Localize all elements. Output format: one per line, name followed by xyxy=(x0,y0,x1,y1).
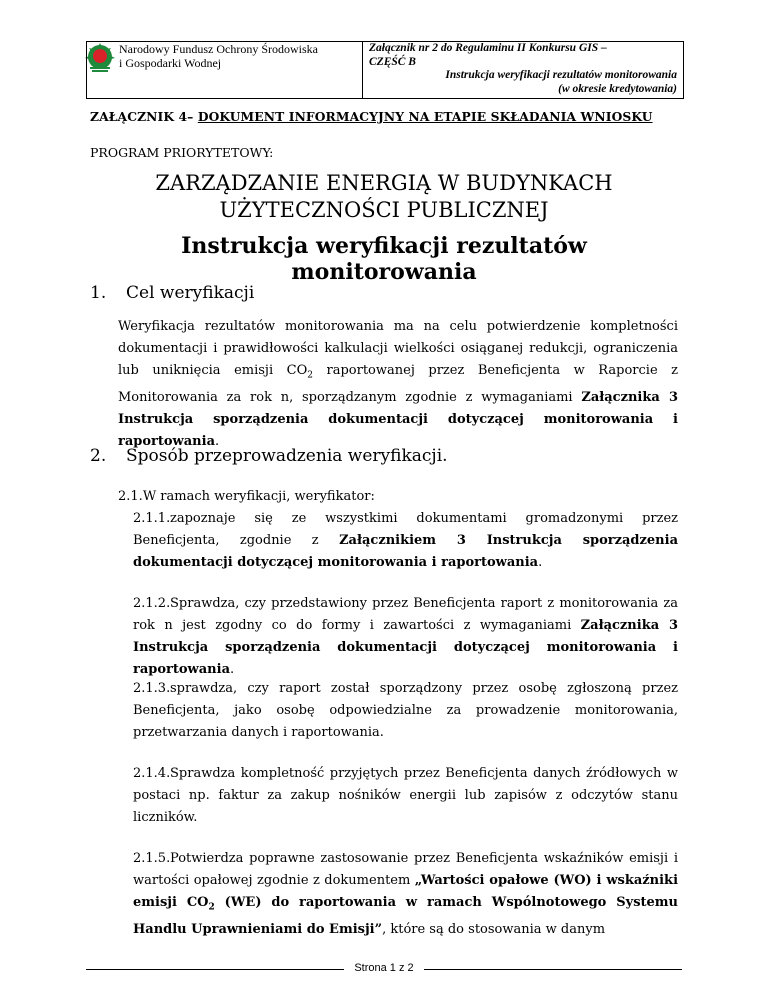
section-1-text-c: . xyxy=(215,433,220,449)
item-text-b: . xyxy=(230,662,235,677)
item-text-a: Sprawdza, czy przedstawiony przez Beneficjenta raport z monitorowania za rok n jest zgodny co do formy i zawartości z wymaganiami xyxy=(133,596,678,633)
list-item xyxy=(133,508,678,574)
item-text-b: , które są do stosowania w danym xyxy=(382,921,606,937)
list-item xyxy=(133,678,678,744)
item-number: 2.1.4. xyxy=(133,766,171,781)
item-text-a: Sprawdza kompletność przyjętych przez Beneficjenta danych źródłowych w postaci np. faktur za zakup nośników energii lub zapisów z odczytów stanu liczników. xyxy=(133,766,678,825)
ref-line-3: Instrukcja weryfikacji rezultatów monitorowania xyxy=(445,69,677,81)
item-text-a: sprawdza, czy raport został sporządzony przez osobę zgłoszoną przez Beneficjenta, jako osobę odpowiedzialne za prowadzenie monitorowania, przetwarzania danych i raportowania. xyxy=(133,681,678,740)
item-bold-b: (WE) do raportowania w ramach Wspólnotowego Systemu Handlu Uprawnieniami do Emisji” xyxy=(133,895,678,937)
item-text xyxy=(133,508,678,574)
item-bold-a: „Wartości opałowe (WO) i wskaźniki emisji CO xyxy=(133,873,679,910)
page-footer xyxy=(86,960,682,980)
co2-subscript: 2 xyxy=(208,902,215,913)
page-number-text: Strona 1 z 2 xyxy=(350,962,417,974)
header-organization xyxy=(119,42,318,70)
section-1-text-b: raportowanej przez Beneficjenta w Raporcie z Monitorowania za rok n, sporządzanym zgodnie z wymaganiami xyxy=(118,363,679,405)
co2-subscript: 2 xyxy=(307,370,313,381)
annex-heading xyxy=(90,109,653,124)
document-title: Instrukcja weryfikacji rezultatów monitorowania xyxy=(181,233,587,285)
annex-prefix: ZAŁĄCZNIK 4– xyxy=(90,109,198,124)
header-divider xyxy=(362,42,363,98)
section-1-heading xyxy=(90,283,254,303)
org-line-1: Narodowy Fundusz Ochrony Środowiska xyxy=(119,42,318,56)
program-title xyxy=(90,170,678,224)
list-item xyxy=(133,593,678,681)
item-text xyxy=(133,763,678,829)
list-item xyxy=(133,763,678,829)
list-item xyxy=(133,848,678,941)
item-text xyxy=(133,593,678,681)
program-label: PROGRAM PRIORYTETOWY: xyxy=(90,145,274,160)
item-bold: Załącznikiem 3 Instrukcja sporządzenia dokumentacji dotyczącej monitorowania i raportowania xyxy=(133,533,678,570)
ref-line-4: (w okresie kredytowania) xyxy=(558,82,677,95)
item-text-a: Potwierdza poprawne zastosowanie przez Beneficjenta wskaźników emisji i wartości opałowej zgodnie z dokumentem xyxy=(133,851,678,888)
subsection-text: W ramach weryfikacji, weryfikator: xyxy=(142,489,375,504)
section-1-text-a: Weryfikacja rezultatów monitorowania ma na celu potwierdzenie kompletności dokumentacji i prawidłowości kalkulacji wielkości osiąganej redukcji, ograniczenia lub uniknięcia emisji CO xyxy=(118,319,678,378)
section-2-heading xyxy=(90,446,448,466)
subsection-2-1 xyxy=(118,486,678,508)
section-2-title: Sposób przeprowadzenia weryfikacji. xyxy=(126,446,448,466)
item-text xyxy=(133,848,678,941)
item-number: 2.1.2. xyxy=(133,596,171,611)
item-text-b: . xyxy=(538,555,543,570)
item-number: 2.1.3. xyxy=(133,681,171,696)
annex-title: DOKUMENT INFORMACYJNY NA ETAPIE SKŁADANIA WNIOSKU xyxy=(197,109,653,124)
program-title-line-1: ZARZĄDZANIE ENERGIĄ W BUDYNKACH xyxy=(155,171,613,195)
section-1-bold: Załącznika 3 Instrukcja sporządzenia dokumentacji dotyczącej monitorowania i raportowania xyxy=(118,389,678,449)
item-text-a: zapoznaje się ze wszystkimi dokumentami gromadzonymi przez Beneficjenta, zgodnie z xyxy=(133,511,678,548)
program-title-line-2: UŻYTECZNOŚCI PUBLICZNEJ xyxy=(219,198,549,222)
subsection-number: 2.1. xyxy=(118,489,143,504)
item-bold: Załącznika 3 Instrukcja sporządzenia dokumentacji dotyczącej monitorowania i raportowania xyxy=(133,618,678,677)
ref-line-2: CZĘŚĆ B xyxy=(369,55,416,68)
org-line-2: i Gospodarki Wodnej xyxy=(119,56,222,70)
item-number: 2.1.1. xyxy=(133,511,171,526)
section-2-number: 2. xyxy=(90,446,107,466)
section-1-number: 1. xyxy=(90,283,107,303)
ref-line-1: Załącznik nr 2 do Regulaminu II Konkursu GIS – xyxy=(369,42,607,54)
header-reference xyxy=(369,42,677,96)
page-header xyxy=(86,41,684,99)
item-text xyxy=(133,678,678,744)
section-1-paragraph xyxy=(118,316,678,453)
item-number: 2.1.5. xyxy=(133,851,171,866)
section-1-title: Cel weryfikacji xyxy=(126,283,255,303)
page-number xyxy=(86,962,682,974)
